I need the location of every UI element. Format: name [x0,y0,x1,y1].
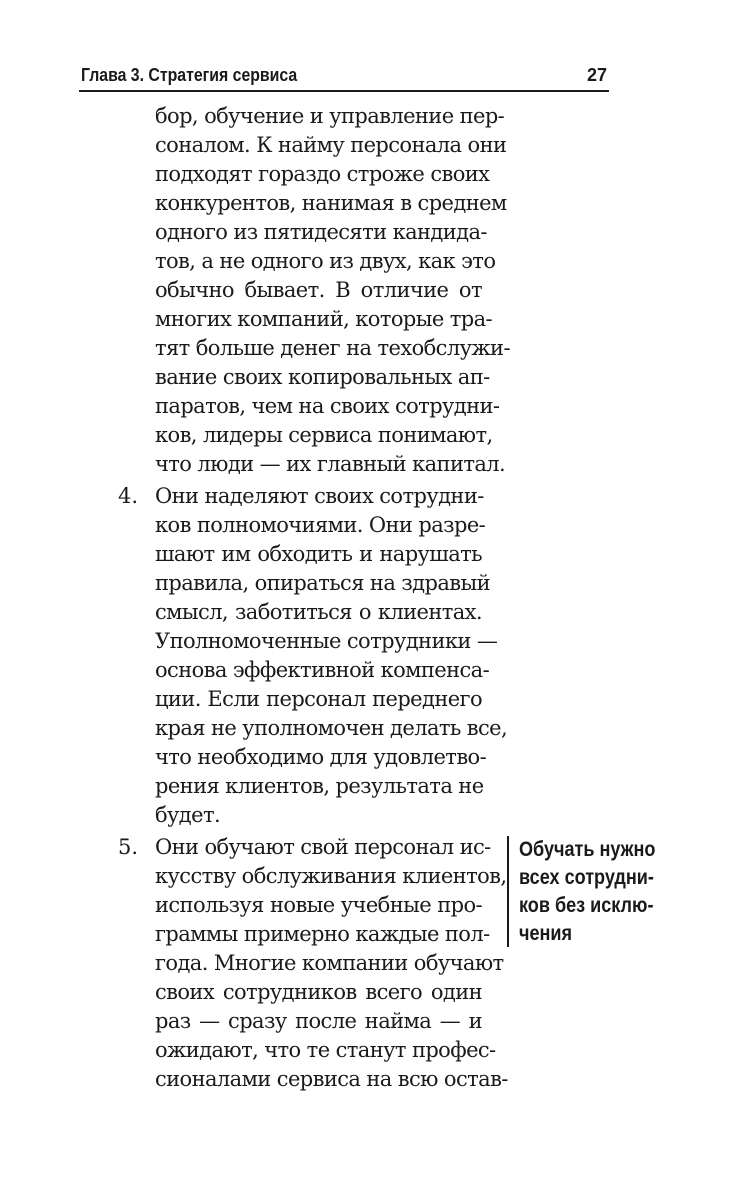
text-line: что люди — их главный капитал. [155,452,506,476]
text-line: края не уполномочен делать все, [155,716,508,740]
text-line: конкурентов, нанимая в среднем [155,191,507,215]
text-line: ожидают, что те станут профес- [155,1038,496,1062]
text-line: ков, лидеры сервиса понимают, [155,423,493,447]
list-item-number: 4. [118,484,139,508]
text-line: шают им обходить и нарушать [155,542,482,566]
margin-note [507,836,689,947]
text-line: сионалами сервиса на всю остав- [155,1067,508,1091]
text-line: правила, опираться на здравый [155,571,490,595]
text-line: рения клиентов, результата не [155,774,484,798]
text-line: используя новые учебные про- [155,893,482,917]
text-line: паратов, чем на своих сотрудни- [155,394,500,418]
text-line: ков полномочиями. Они разре- [155,513,486,537]
running-header [79,60,609,92]
page-number: 27 [586,65,607,85]
text-line: года. Многие компании обучают [155,951,504,975]
text-line: бор, обучение и управление пер- [155,104,505,128]
text-line: одного из пятидесяти кандида- [155,220,487,244]
text-line: Они наделяют своих сотрудни- [155,484,484,508]
margin-note-line: ков без исклю- [519,894,654,917]
text-line: Они обучают свой персонал ис- [155,835,491,859]
text-line: тят больше денег на техобслужи- [155,336,510,360]
text-line: своих сотрудников всего один [155,980,482,1004]
text-line: подходят гораздо строже своих [155,162,490,186]
text-line: будет. [155,803,221,827]
margin-note-line: Обучать нужно [519,838,656,861]
text-line: ции. Если персонал переднего [155,687,482,711]
text-line: многих компаний, которые тра- [155,307,493,331]
text-line: граммы примерно каждые пол- [155,922,490,946]
margin-note-line: всех сотрудни- [519,866,654,889]
text-line: кусству обслуживания клиентов, [155,864,507,888]
margin-note-line: чения [519,922,573,945]
text-line: Уполномоченные сотрудники — [155,629,498,653]
text-line: что необходимо для удовлетво- [155,745,487,769]
text-line: обычно бывает. В отличие от [155,278,482,302]
text-line: смысл, заботиться о клиентах. [155,600,482,624]
text-line: соналом. К найму персонала они [155,133,507,157]
text-line: основа эффективной компенса- [155,658,490,682]
list-item-number: 5. [118,835,139,859]
text-line: тов, а не одного из двух, как это [155,249,496,273]
text-line: вание своих копировальных ап- [155,365,490,389]
chapter-title: Глава 3. Стратегия сервиса [81,65,298,85]
text-line: раз — сразу после найма — и [155,1009,482,1033]
